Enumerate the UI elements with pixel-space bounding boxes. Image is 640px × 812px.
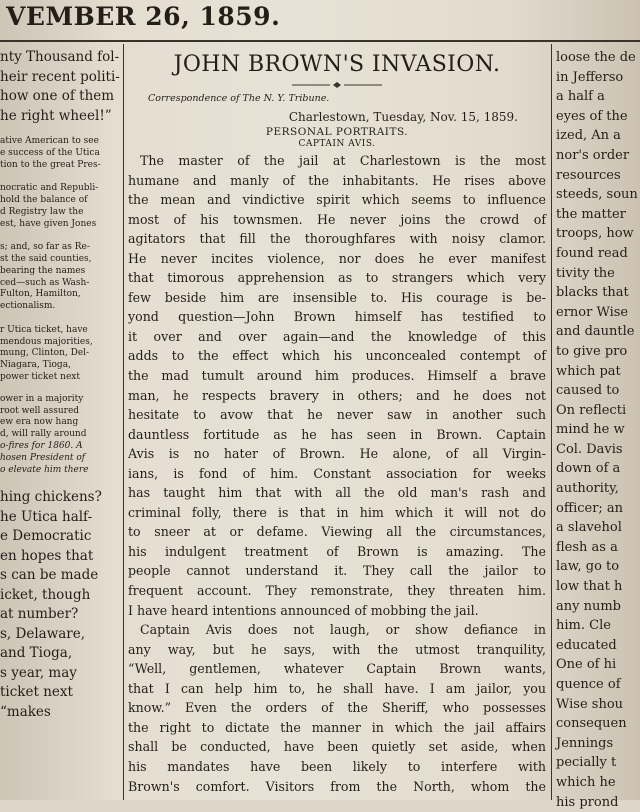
article-text-line: frequent account. They remonstrate, they threaten him.	[128, 583, 546, 599]
left-small-line: d, will rally around	[0, 429, 87, 440]
article-text-line: hesitate to avow that he never saw in another such	[128, 407, 546, 423]
right-text-line: authority,	[556, 481, 619, 497]
right-text-line: law, go to	[556, 559, 620, 575]
masthead	[0, 0, 640, 42]
right-text-line: nor's order	[556, 147, 630, 163]
subheading: PERSONAL PORTRAITS.	[265, 126, 409, 138]
left-small-line: d Registry law the	[0, 206, 84, 217]
left-text-line: and Tioga,	[0, 645, 73, 662]
left-small-line: bearing the names	[0, 265, 86, 276]
right-text-line: which he	[556, 774, 616, 790]
left-small-line: Niagara, Tioga,	[0, 360, 71, 371]
right-text-line: caused to	[556, 383, 620, 399]
left-small-line	[0, 171, 120, 183]
left-small-line: mung, Clinton, Del-	[0, 348, 90, 359]
paragraph-2	[128, 620, 546, 796]
right-text-line: ized, An a	[556, 128, 621, 144]
article-text-line: has taught him that with all the old man's rash and	[128, 485, 546, 501]
right-text-line: eyes of the	[556, 108, 628, 124]
article-text-line: dauntless fortitude as he has seen in Brown. Captain	[128, 426, 546, 442]
left-small-line: o elevate him there	[0, 464, 89, 475]
article-text-line: Captain Avis does not laugh, or show defiance in	[140, 622, 546, 638]
article-text-line: to sneer at or defame. Viewing all the circumstances,	[128, 524, 546, 540]
paragraph-1	[128, 151, 546, 620]
left-text-line: he Utica half-	[0, 508, 93, 525]
left-group-1	[0, 48, 120, 126]
article-text-line: the mean and vindictive spirit which seems to influence	[128, 192, 546, 208]
right-text-line: down of a	[556, 461, 621, 477]
article-text-line: people cannot understand it. They call the jailor to	[128, 563, 546, 579]
article-text-line: the mad tumult around him produces. Himself a brave	[128, 368, 546, 384]
right-text-line: any numb	[556, 598, 621, 614]
left-text-line: en hopes that	[0, 547, 94, 564]
left-text-line: heir recent politi-	[0, 68, 120, 85]
left-small-line: est, have given Jones	[0, 218, 97, 229]
article-text-line: any way, but he says, with the utmost tranquility,	[128, 641, 546, 657]
dateline: Charlestown, Tuesday, Nov. 15, 1859.	[288, 110, 518, 124]
left-small-line: tion to the great Pres-	[0, 159, 101, 170]
article-text-line: yond question—John Brown himself has testified to	[128, 309, 546, 325]
left-small-line: ectionalism.	[0, 301, 56, 312]
right-text-line: ernor Wise	[556, 304, 629, 320]
correspondence-line: Correspondence of The N. Y. Tribune.	[148, 93, 330, 104]
right-text-line: quence of	[556, 677, 621, 692]
right-text-line: mind he w	[556, 422, 625, 438]
article-text-line: it over and over again—and the knowledge of this	[128, 328, 546, 344]
right-text-line: found read	[556, 245, 628, 261]
right-text-line: blacks that	[556, 285, 629, 301]
right-text-line: On reflecti	[556, 402, 627, 418]
left-small-line: power ticket next	[0, 371, 80, 382]
right-column-text	[556, 48, 640, 812]
left-small-line: e success of the Utica	[0, 147, 100, 158]
article-text-line: most of his townsmen. He never joins the crowd of	[128, 211, 546, 227]
left-group-2	[0, 136, 120, 384]
left-small-line: st the said counties,	[0, 253, 92, 264]
left-small-line: s; and, so far as Re-	[0, 242, 90, 253]
right-text-line: educated	[556, 637, 617, 653]
ornament-icon	[292, 81, 382, 89]
column-rule-left	[123, 44, 124, 800]
left-text-line: at number?	[0, 606, 79, 623]
left-small-line: root well assured	[0, 405, 80, 416]
left-group-4	[0, 488, 120, 722]
right-text-line: One of hi	[556, 657, 617, 673]
right-text-line: low that h	[556, 579, 623, 595]
article-text-line: that I can help him to, he shall have. I am jailor, you	[128, 680, 546, 696]
right-text-line: Jennings	[556, 735, 614, 751]
article-text-line: “Well, gentlemen, whatever Captain Brown wants,	[128, 661, 546, 677]
left-text-line: e Democratic	[0, 528, 92, 545]
article-text-line: man, he respects bravery in others; and he does not	[128, 387, 546, 403]
right-text-line: in Jefferso	[556, 69, 624, 85]
article-text-line: He never incites violence, nor does he ever manifest	[128, 250, 546, 266]
right-text-line: pecially t	[556, 755, 617, 771]
left-text-line: s, Delaware,	[0, 625, 86, 642]
right-column	[556, 48, 640, 810]
left-small-line: r Utica ticket, have	[0, 324, 88, 335]
article-text-line: The master of the jail at Charlestown is the most	[140, 153, 546, 168]
left-text-line: icket, though	[0, 586, 91, 603]
left-small-line: o-fires for 1860. A	[0, 440, 83, 451]
right-text-line: and dauntle	[556, 324, 635, 340]
left-text-line: s can be made	[0, 567, 99, 584]
right-text-line: Wise shou	[556, 696, 624, 712]
article-text-line: adds to the effect which his unconcealed contempt of	[128, 348, 546, 364]
right-text-line: troops, how	[556, 226, 634, 242]
article-text-line: criminal folly, there is that in him which it will not do	[128, 504, 546, 520]
article	[128, 48, 546, 800]
left-small-line	[0, 230, 120, 242]
article-text-line: I have heard intentions announced of mobbing the jail.	[128, 602, 479, 618]
left-small-line: ced—such as Wash-	[0, 277, 90, 288]
article-text-line: that timorous apprehension as to strangers which very	[128, 270, 546, 286]
left-small-line: mendous majorities,	[0, 336, 93, 347]
right-text-line: flesh as a	[556, 539, 618, 555]
left-text-line: he right wheel!”	[0, 107, 112, 124]
article-text-line: the right to dictate the manner in which the jail affairs	[128, 719, 546, 735]
right-text-line: loose the de	[556, 50, 636, 65]
left-small-line: ew era now hang	[0, 417, 79, 428]
right-text-line: officer; an	[556, 500, 624, 516]
left-small-line: ative American to see	[0, 136, 99, 146]
left-text-line: “makes	[0, 703, 51, 720]
right-text-line: steeds, soun	[556, 187, 638, 203]
article-text-line: shall be conducted, have been quietly set aside, when	[128, 739, 546, 755]
masthead-date: VEMBER 26, 1859.	[6, 2, 281, 31]
right-text-line: the matter	[556, 206, 626, 222]
article-title: JOHN BROWN'S INVASION.	[173, 52, 501, 77]
sub-subheading: CAPTAIN AVIS.	[298, 139, 376, 149]
left-small-line: Fulton, Hamilton,	[0, 289, 81, 300]
right-text-line: consequen	[556, 716, 627, 732]
left-small-line: hold the balance of	[0, 194, 88, 205]
left-small-line: nocratic and Republi-	[0, 183, 99, 194]
left-text-line: ticket next	[0, 684, 73, 701]
article-text-line: Brown's comfort. Visitors from the North, whom the	[128, 778, 546, 794]
right-text-line: Col. Davis	[556, 441, 623, 457]
article-text-line: Avis is no hater of Brown. He alone, of all Virgin-	[128, 446, 546, 462]
article-text-line: his mandates have been likely to interfere with	[128, 758, 546, 774]
right-text-line: tivity the	[556, 265, 615, 281]
article-text-line: few beside him are insensible to. His courage is be-	[128, 289, 546, 305]
article-text-line: agitators that fill the thoroughfares with noisy clamor.	[128, 231, 546, 247]
right-text-line: resources	[556, 167, 621, 183]
left-column	[0, 48, 120, 800]
right-text-line: to give pro	[556, 343, 628, 359]
article-text-line: his indulgent treatment of Brown is amazing. The	[128, 543, 546, 559]
left-text-line: s year, may	[0, 664, 77, 681]
column-rule-right	[551, 44, 552, 800]
left-text-line: how one of them	[0, 88, 115, 104]
left-small-line: hosen President of	[0, 452, 86, 463]
left-group-3	[0, 394, 120, 477]
right-text-line: his prond	[556, 794, 619, 810]
left-small-line: ower in a majority	[0, 393, 84, 404]
right-text-line: him. Cle	[556, 618, 611, 634]
left-text-line: nty Thousand fol-	[0, 49, 120, 65]
article-text-line: ians, is fond of him. Constant association for weeks	[128, 465, 546, 481]
left-small-line	[0, 313, 120, 325]
right-text-line: which pat	[556, 363, 621, 379]
article-text-line: know.” Even the orders of the Sheriff, who possesses	[128, 700, 546, 716]
right-text-line: a slavehol	[556, 520, 622, 536]
article-text-line: humane and manly of the inhabitants. He rises above	[128, 172, 546, 188]
left-text-line: hing chickens?	[0, 489, 102, 506]
right-text-line: a half a	[556, 89, 605, 105]
